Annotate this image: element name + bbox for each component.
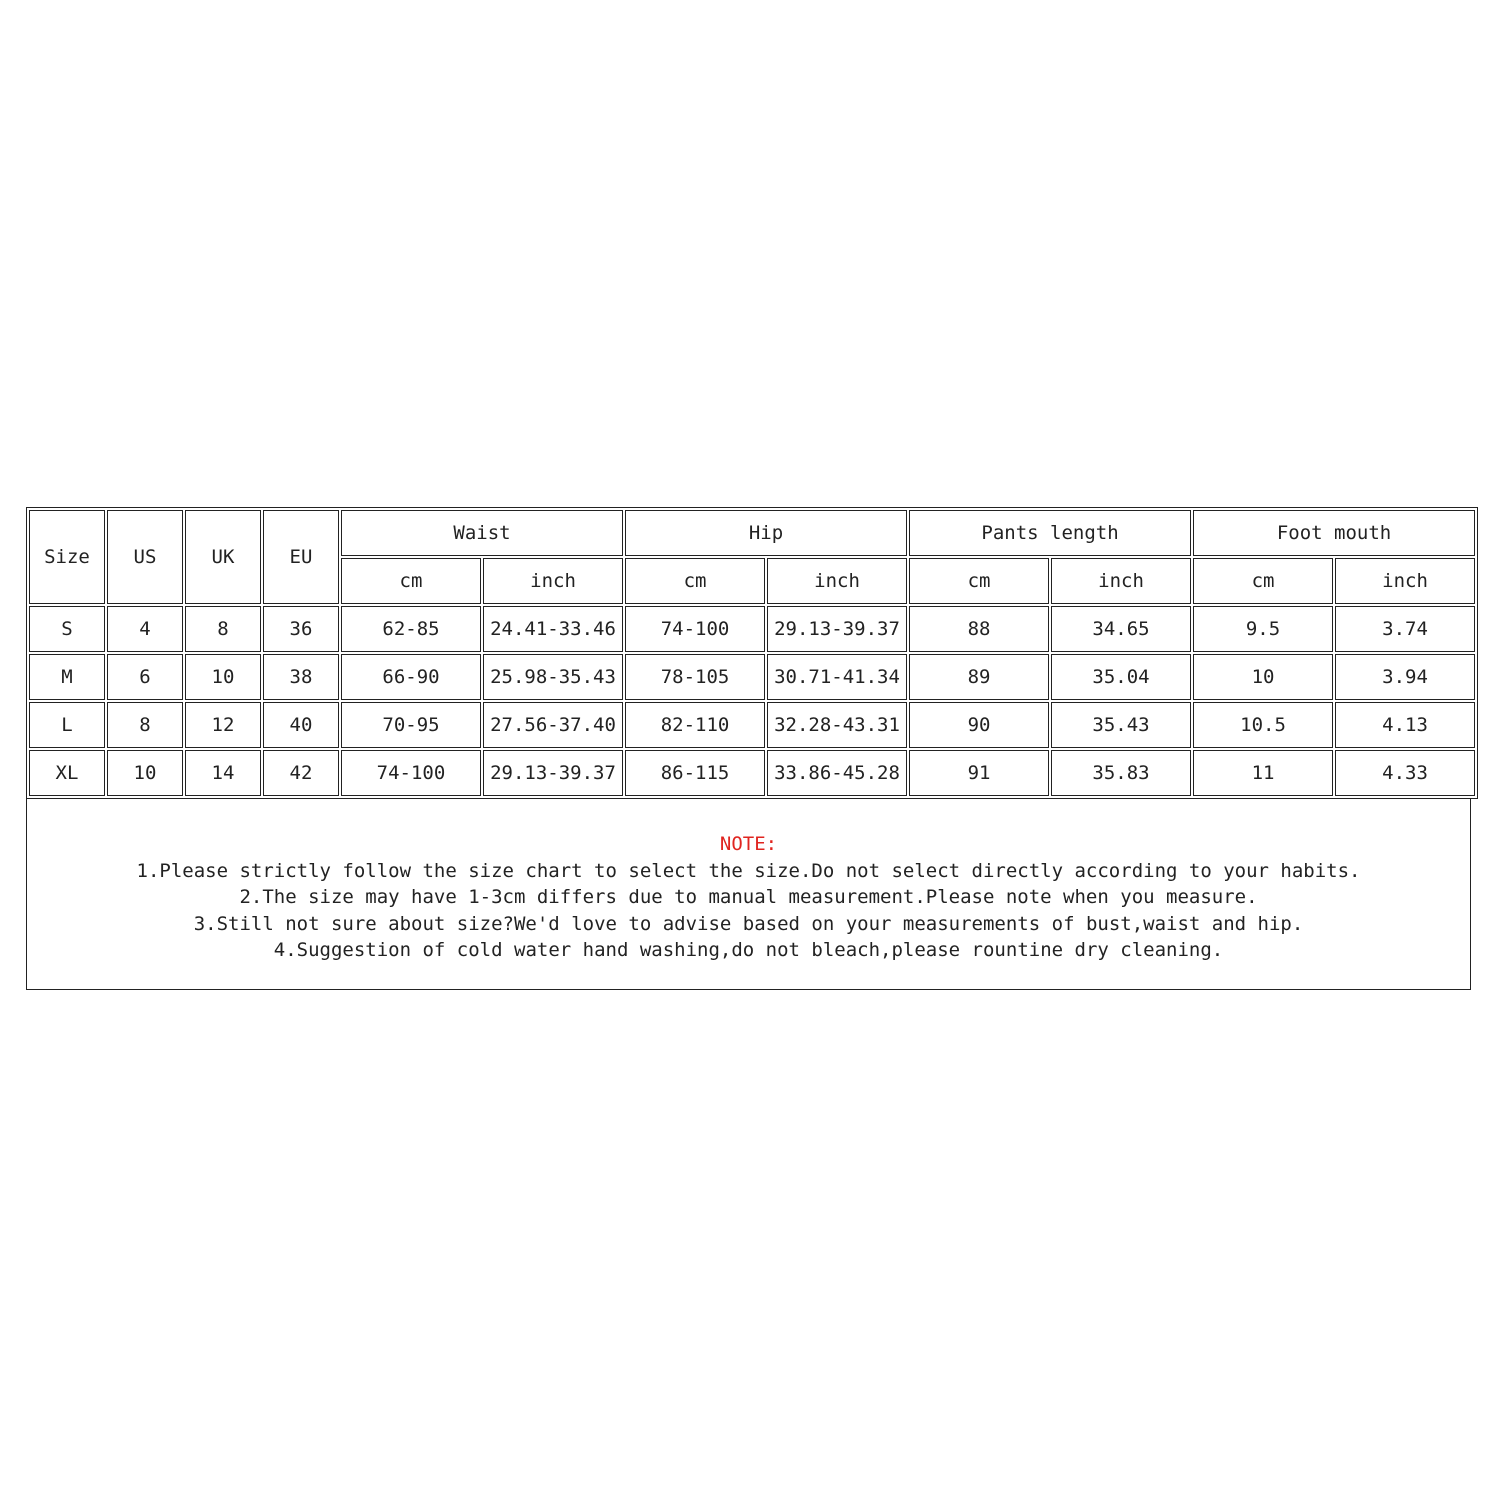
table-cell: 29.13-39.37 xyxy=(767,606,907,652)
header-foot-mouth-cm: cm xyxy=(1193,558,1333,604)
table-row xyxy=(29,606,1475,652)
table-cell: 91 xyxy=(909,750,1049,796)
table-cell: S xyxy=(29,606,105,652)
table-row xyxy=(29,750,1475,796)
header-foot-mouth: Foot mouth xyxy=(1193,510,1475,556)
header-pants-length: Pants length xyxy=(909,510,1191,556)
note-line-2: 2.The size may have 1-3cm differs due to manual measurement.Please note when you measure. xyxy=(239,886,1258,908)
table-cell: 10 xyxy=(1193,654,1333,700)
table-cell: 35.83 xyxy=(1051,750,1191,796)
header-foot-mouth-inch: inch xyxy=(1335,558,1475,604)
header-pants-length-inch: inch xyxy=(1051,558,1191,604)
header-waist: Waist xyxy=(341,510,623,556)
table-cell: 8 xyxy=(185,606,261,652)
table-cell: 34.65 xyxy=(1051,606,1191,652)
size-chart-table xyxy=(26,507,1478,799)
table-cell: 78-105 xyxy=(625,654,765,700)
table-cell: 35.43 xyxy=(1051,702,1191,748)
header-row-groups xyxy=(29,510,1475,556)
table-cell: 27.56-37.40 xyxy=(483,702,623,748)
table-cell: 66-90 xyxy=(341,654,481,700)
note-line-3: 3.Still not sure about size?We'd love to advise based on your measurements of bust,waist and hip. xyxy=(193,912,1304,935)
table-cell: 14 xyxy=(185,750,261,796)
notes-box xyxy=(26,798,1471,990)
table-body xyxy=(29,606,1475,796)
table-cell: XL xyxy=(29,750,105,796)
table-cell: 30.71-41.34 xyxy=(767,654,907,700)
table-cell: 10.5 xyxy=(1193,702,1333,748)
table-cell: 90 xyxy=(909,702,1049,748)
table-cell: 35.04 xyxy=(1051,654,1191,700)
header-us: US xyxy=(107,510,183,604)
table-cell: 10 xyxy=(185,654,261,700)
table-cell: 74-100 xyxy=(625,606,765,652)
table-cell: L xyxy=(29,702,105,748)
table-cell: 10 xyxy=(107,750,183,796)
header-size: Size xyxy=(29,510,105,604)
table-cell: 25.98-35.43 xyxy=(483,654,623,700)
note-title: NOTE: xyxy=(719,833,778,855)
table-cell: 12 xyxy=(185,702,261,748)
table-row xyxy=(29,654,1475,700)
table-cell: 42 xyxy=(263,750,339,796)
header-pants-length-cm: cm xyxy=(909,558,1049,604)
table-cell: 82-110 xyxy=(625,702,765,748)
table-row xyxy=(29,702,1475,748)
header-hip: Hip xyxy=(625,510,907,556)
header-waist-cm: cm xyxy=(341,558,481,604)
note-line-1: 1.Please strictly follow the size chart to select the size.Do not select directly according to your habits. xyxy=(136,859,1361,882)
table-cell: 74-100 xyxy=(341,750,481,796)
table-cell: 6 xyxy=(107,654,183,700)
table-cell: 8 xyxy=(107,702,183,748)
note-line-4: 4.Suggestion of cold water hand washing,do not bleach,please rountine dry cleaning. xyxy=(273,939,1224,961)
table-cell: 40 xyxy=(263,702,339,748)
table-cell: 24.41-33.46 xyxy=(483,606,623,652)
table-cell: 4.33 xyxy=(1335,750,1475,796)
table-cell: 9.5 xyxy=(1193,606,1333,652)
table-cell: 89 xyxy=(909,654,1049,700)
header-hip-cm: cm xyxy=(625,558,765,604)
table-cell: 86-115 xyxy=(625,750,765,796)
table-cell: 62-85 xyxy=(341,606,481,652)
table-header xyxy=(29,510,1475,604)
header-eu: EU xyxy=(263,510,339,604)
table-cell: 38 xyxy=(263,654,339,700)
table-cell: 29.13-39.37 xyxy=(483,750,623,796)
table-cell: 3.74 xyxy=(1335,606,1475,652)
header-waist-inch: inch xyxy=(483,558,623,604)
table-cell: 4 xyxy=(107,606,183,652)
table-cell: 88 xyxy=(909,606,1049,652)
table-cell: 70-95 xyxy=(341,702,481,748)
table-cell: M xyxy=(29,654,105,700)
header-uk: UK xyxy=(185,510,261,604)
table-cell: 36 xyxy=(263,606,339,652)
table-cell: 4.13 xyxy=(1335,702,1475,748)
header-hip-inch: inch xyxy=(767,558,907,604)
table-cell: 33.86-45.28 xyxy=(767,750,907,796)
table-cell: 11 xyxy=(1193,750,1333,796)
table-cell: 3.94 xyxy=(1335,654,1475,700)
table-cell: 32.28-43.31 xyxy=(767,702,907,748)
